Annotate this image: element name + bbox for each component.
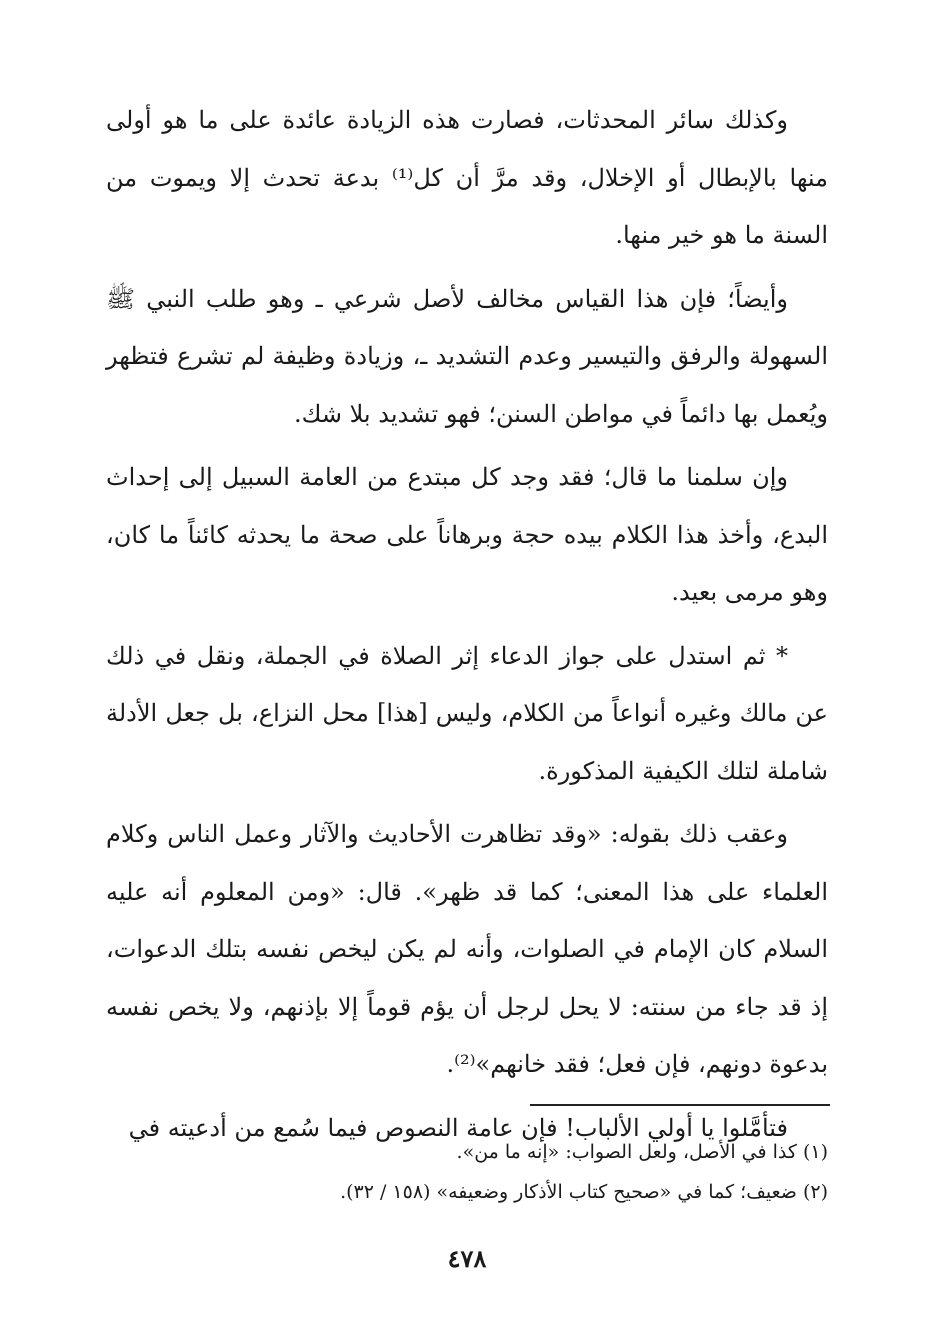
footnote-1: (١) كذا في الأصل، ولعل الصواب: «إنه ما من». bbox=[456, 1141, 828, 1163]
paragraph-2: وأيضاً؛ فإن هذا القياس مخالف لأصل شرعي ـ وهو طلب النبي ﷺ السهولة والرفق والتيسير وعدم التشديد ـ، وزيادة وظيفة لم تشرع فتظهر ويُعمل بها دائماً في مواطن السنن؛ فهو تشديد بلا شك. bbox=[106, 284, 828, 428]
paragraph-3: وإن سلمنا ما قال؛ فقد وجد كل مبتدع من العامة السبيل إلى إحداث البدع، وأخذ هذا الكلام بيده حجة وبرهاناً على صحة ما يحدثه كائناً ما كان، وهو مرمى بعيد. bbox=[106, 463, 828, 606]
footnotes bbox=[106, 1132, 828, 1212]
main-text bbox=[106, 92, 828, 1163]
paragraph-6: فتأمَّلوا يا أولي الألباب! فإن عامة النصوص فيما سُمع من أدعيته في bbox=[128, 1113, 788, 1142]
footnote-separator bbox=[530, 1104, 830, 1106]
page-number: ٤٧٨ bbox=[447, 1244, 487, 1273]
paragraph-5: وعقب ذلك بقوله: «وقد تظاهرت الأحاديث والآثار وعمل الناس وكلام العلماء على هذا المعنى؛ كما قد ظهر». قال: «ومن المعلوم أنه عليه السلام كان الإمام في الصلوات، وأنه لم يكن ليخص نفسه بتلك الدعوات، إذ قد جاء من سنته: لا يحل لرجل أن يؤم قوماً إلا بإذنهم، ولا يخص نفسه بدعوة دونهم، فإن فعل؛ فقد خانهم»⁽²⁾. bbox=[106, 820, 828, 1078]
footnote-2: (٢) ضعيف؛ كما في «صحيح كتاب الأذكار وضعيفه» (١٥٨ / ٣٢). bbox=[340, 1181, 828, 1203]
paragraph-4: * ثم استدل على جواز الدعاء إثر الصلاة في الجملة، ونقل في ذلك عن مالك وغيره أنواعاً من الكلام، وليس [هذا] محل النزاع، بل جعل الأدلة شاملة لتلك الكيفية المذكورة. bbox=[106, 641, 828, 785]
paragraph-1: وكذلك سائر المحدثات، فصارت هذه الزيادة عائدة على ما هو أولى منها بالإبطال أو الإخلال، وقد مرَّ أن كل⁽¹⁾ بدعة تحدث إلا ويموت من السنة ما هو خير منها. bbox=[106, 106, 829, 249]
